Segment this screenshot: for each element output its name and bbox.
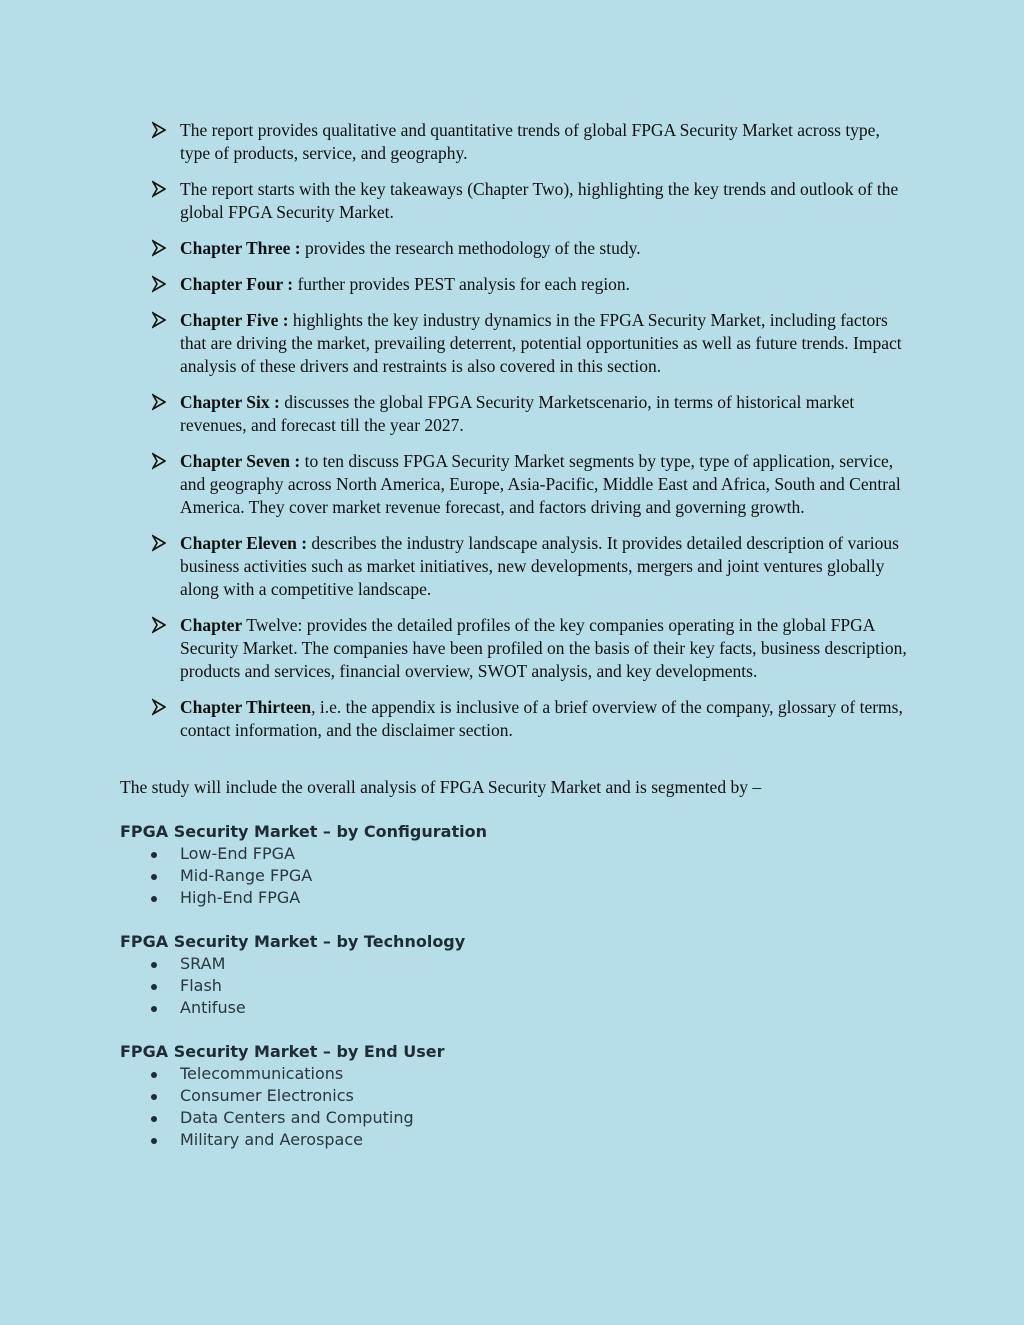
chapter-text: to ten discuss FPGA Security Market segments by type, type of application, service, and geography across North America, Europe, Asia-Pacific, Middle East and Africa, South and Central America. They cover market revenue forecast, and factors driving and governing growth. [180, 451, 901, 517]
chapter-item [120, 273, 910, 296]
bullet-dot-icon [151, 852, 157, 858]
arrowhead-icon [152, 393, 166, 411]
bullet-dot-icon [151, 1094, 157, 1100]
bullet-dot-icon [151, 984, 157, 990]
list-item [120, 953, 910, 975]
bullet-dot-icon [151, 1138, 157, 1144]
chapter-text: The report provides qualitative and quantitative trends of global FPGA Security Market across type, type of products, service, and geography. [180, 120, 880, 163]
list-item-label: Consumer Electronics [180, 1086, 354, 1105]
list-item [120, 975, 910, 997]
chapter-item [120, 309, 910, 378]
list-item [120, 997, 910, 1019]
segment-list [120, 953, 910, 1019]
bullet-dot-icon [151, 1006, 157, 1012]
chapter-item [120, 119, 910, 165]
segment-title: FPGA Security Market – by Technology [120, 932, 466, 951]
list-item-label: SRAM [180, 954, 226, 973]
arrowhead-icon [152, 180, 166, 198]
list-item-label: Data Centers and Computing [180, 1108, 414, 1127]
chapter-text: , i.e. the appendix is inclusive of a brief overview of the company, glossary of terms, contact information, and the disclaimer section. [180, 697, 903, 740]
chapter-text: describes the industry landscape analysis. It provides detailed description of various business activities such as market initiatives, new developments, mergers and joint ventures globally along with a competitive landscape. [180, 533, 899, 599]
segment-configuration [120, 821, 910, 909]
segment-list [120, 1063, 910, 1151]
arrowhead-icon [152, 698, 166, 716]
arrowhead-icon [152, 616, 166, 634]
list-item-label: Flash [180, 976, 222, 995]
arrowhead-icon [152, 452, 166, 470]
chapter-item [120, 450, 910, 519]
chapter-text: discusses the global FPGA Security Marketscenario, in terms of historical market revenues, and forecast till the year 2027. [180, 392, 855, 435]
bullet-dot-icon [151, 896, 157, 902]
segmentation-intro: The study will include the overall analysis of FPGA Security Market and is segmented by – [120, 777, 762, 797]
chapter-text: Twelve: provides the detailed profiles of the key companies operating in the global FPGA Security Market. The companies have been profiled on the basis of their key facts, business description, products and services, financial overview, SWOT analysis, and key developments. [180, 615, 907, 681]
chapter-item [120, 391, 910, 437]
segment-title: FPGA Security Market – by End User [120, 1042, 445, 1061]
list-item [120, 1107, 910, 1129]
list-item [120, 1129, 910, 1151]
list-item-label: High-End FPGA [180, 888, 301, 907]
chapter-text: further provides PEST analysis for each region. [293, 274, 631, 294]
chapter-bold: Chapter Eleven : [180, 533, 308, 553]
bullet-dot-icon [151, 874, 157, 880]
document-page [120, 119, 910, 1151]
list-item [120, 887, 910, 909]
list-item-label: Antifuse [180, 998, 246, 1017]
chapter-bold: Chapter Thirteen [180, 697, 312, 717]
segment-list [120, 843, 910, 909]
chapter-item [120, 178, 910, 224]
arrowhead-icon [152, 275, 166, 293]
list-item-label: Telecommunications [180, 1064, 344, 1083]
bullet-dot-icon [151, 962, 157, 968]
segment-end-user [120, 1041, 910, 1151]
chapter-item [120, 696, 910, 742]
chapter-bold: Chapter [180, 615, 243, 635]
bullet-dot-icon [151, 1116, 157, 1122]
chapter-bold: Chapter Four : [180, 274, 294, 294]
chapter-item [120, 614, 910, 683]
list-item [120, 865, 910, 887]
chapter-item [120, 532, 910, 601]
arrowhead-icon [152, 239, 166, 257]
arrowhead-icon [152, 534, 166, 552]
chapter-bold: Chapter Three : [180, 238, 301, 258]
chapter-text: highlights the key industry dynamics in the FPGA Security Market, including factors that are driving the market, prevailing deterrent, potential opportunities as well as future trends. Impact analysis of these drivers and restraints is also covered in this section. [180, 310, 902, 376]
list-item-label: Low-End FPGA [180, 844, 295, 863]
arrowhead-icon [152, 121, 166, 139]
segment-title: FPGA Security Market – by Configuration [120, 822, 487, 841]
chapter-item [120, 237, 910, 260]
list-item [120, 1063, 910, 1085]
list-item [120, 1085, 910, 1107]
list-item-label: Military and Aerospace [180, 1130, 363, 1149]
list-item [120, 843, 910, 865]
chapter-bold: Chapter Seven : [180, 451, 301, 471]
chapter-bold: Chapter Six : [180, 392, 280, 412]
bullet-dot-icon [151, 1072, 157, 1078]
chapter-bold: Chapter Five : [180, 310, 289, 330]
chapter-text: provides the research methodology of the study. [300, 238, 641, 258]
segment-technology [120, 931, 910, 1019]
arrowhead-icon [152, 311, 166, 329]
chapter-text: The report starts with the key takeaways (Chapter Two), highlighting the key trends and outlook of the global FPGA Security Market. [180, 179, 899, 222]
chapter-list [120, 119, 910, 742]
list-item-label: Mid-Range FPGA [180, 866, 313, 885]
